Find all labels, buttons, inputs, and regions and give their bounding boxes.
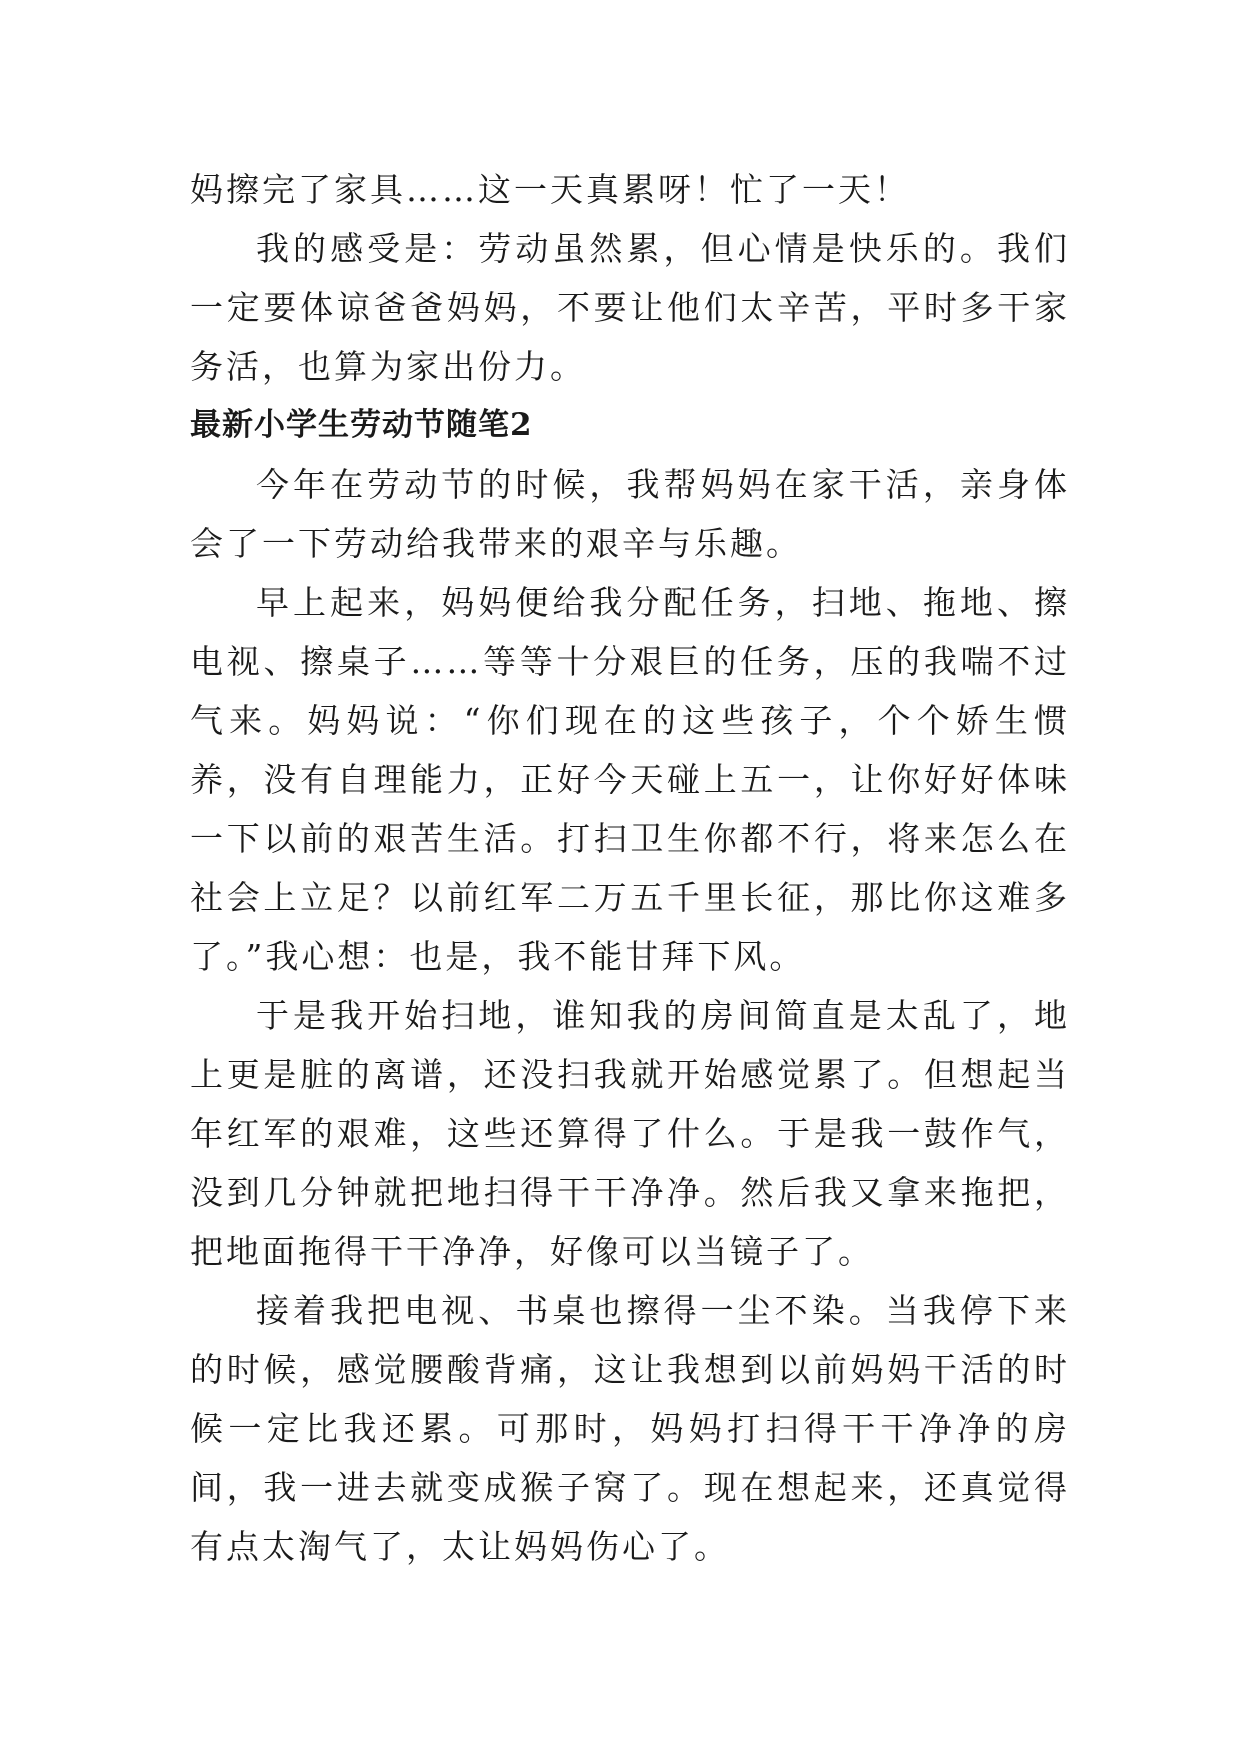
paragraph-continued: 妈擦完了家具……这一天真累呀！忙了一天！ <box>190 170 910 209</box>
paragraph-morning-tasks: 早上起来，妈妈便给我分配任务，扫地、拖地、擦电视、擦桌子……等等十分艰巨的任务，压的我喘不过气来。妈妈说：“你们现在的这些孩子，个个娇生惯养，没有自理能力，正好今天碰上五一，让你好好体味一下以前的艰苦生活。打扫卫生你都不行，将来怎么在社会上立足？以前红军二万五千里长征，那比你这难多了。”我心想：也是，我不能甘拜下风。 <box>190 583 1070 976</box>
paragraph-reflection: 接着我把电视、书桌也擦得一尘不染。当我停下来的时候，感觉腰酸背痛，这让我想到以前妈妈干活的时候一定比我还累。可那时，妈妈打扫得干干净净的房间，我一进去就变成猴子窝了。现在想起来，还真觉得有点太淘气了，太让妈妈伤心了。 <box>190 1291 1070 1566</box>
section-title: 最新小学生劳动节随笔2 <box>190 407 533 443</box>
paragraph-intro: 今年在劳动节的时候，我帮妈妈在家干活，亲身体会了一下劳动给我带来的艰辛与乐趣。 <box>190 465 1070 563</box>
paragraph-sweeping: 于是我开始扫地，谁知我的房间简直是太乱了，地上更是脏的离谱，还没扫我就开始感觉累了。但想起当年红军的艰难，这些还算得了什么。于是我一鼓作气，没到几分钟就把地扫得干干净净。然后我又拿来拖把，把地面拖得干干净净，好像可以当镜子了。 <box>190 996 1070 1271</box>
paragraph-feelings: 我的感受是：劳动虽然累，但心情是快乐的。我们一定要体谅爸爸妈妈，不要让他们太辛苦，平时多干家务活，也算为家出份力。 <box>190 229 1070 386</box>
document-body <box>190 160 1070 1576</box>
